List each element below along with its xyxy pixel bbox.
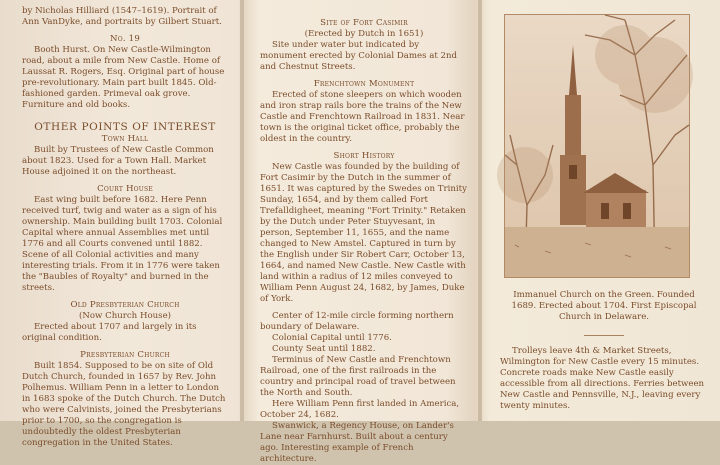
- item-number: No. 19: [109, 34, 141, 44]
- paragraph-frenchtown-monument: Erected of stone sleepers on which wooden and iron strap rails bore the trains of the New Castle and Frenchtown Railroad in 1831. Near town is the original ticket office, probably the oldest in the country.: [260, 90, 465, 144]
- heading-court-house: Court House: [97, 184, 153, 194]
- heading-town-hall: Town Hall: [101, 134, 149, 144]
- heading-frenchtown-monument: Frenchtown Monument: [313, 79, 415, 89]
- divider-rule: [584, 335, 624, 336]
- fact-swanwick: Swanwick, a Regency House, on Lander's Lane near Farnhurst. Built about a century ago. Interesting example of French architecture.: [260, 421, 454, 464]
- immanuel-church-illustration: [505, 15, 689, 277]
- paragraph-portraits: by Nicholas Hilliard (1547–1619). Portrait of Ann VanDyke, and portraits by Gilbert Stuart.: [22, 6, 222, 27]
- paragraph-trolleys: Trolleys leave 4th & Market Streets, Wilmington for New Castle every 15 minutes. Concrete roads make New Castle easily accessible from all directions. Ferries between New Castle and Pennsville, N.J., leaving every twenty minutes.: [500, 346, 705, 411]
- photo-caption: Immanuel Church on the Green. Founded 1689. Erected about 1704. First Episcopal Church in Delaware.: [511, 290, 697, 322]
- subheading-fort-casimir: (Erected by Dutch in 1651): [304, 29, 424, 39]
- panel-right: [482, 0, 720, 421]
- paragraph-old-presbyterian-church: Erected about 1707 and largely in its original condition.: [22, 322, 197, 343]
- fact-railroad-terminus: Terminus of New Castle and Frenchtown Railroad, one of the first railroads in the country and principal road of travel between the North and South.: [260, 355, 456, 398]
- panel-left: [0, 0, 240, 448]
- fact-center-circle: Center of 12-mile circle forming northern boundary of Delaware.: [260, 311, 454, 332]
- paragraph-town-hall: Built by Trustees of New Castle Common about 1823. Used for a Town Hall. Market House adjoined it on the northeast.: [22, 145, 214, 177]
- paragraph-court-house: East wing built before 1682. Here Penn received turf, twig and water as a sign of his ownership. Main building built 1703. Colonial Capital where annual Assemblies met until 1776 and all Courts convened until 1882. Scene of all Colonial activities and many interesting trials. From it in 1776 were taken the "Baubles of Royalty" and burned in the streets.: [22, 195, 223, 293]
- heading-short-history: Short History: [333, 151, 395, 161]
- heading-fort-casimir: Site of Fort Casimir: [320, 18, 408, 28]
- paragraph-presbyterian-church: Built 1854. Supposed to be on site of Old Dutch Church, founded in 1657 by Rev. John Polhemus. William Penn in a letter to London in 1683 spoke of the Dutch Church. The Dutch who were Calvinists, joined the Presbyterians prior to 1700, so the congregation is undoubtedly the oldest Presbyterian congregation in the United States.: [22, 361, 226, 448]
- heading-presbyterian-church: Presbyterian Church: [80, 350, 170, 360]
- subheading-church-house: (Now Church House): [78, 311, 172, 321]
- section-heading: OTHER POINTS OF INTEREST: [34, 121, 216, 133]
- fact-penn-landing: Here William Penn first landed in America, October 24, 1682.: [260, 399, 460, 420]
- heading-old-presbyterian-church: Old Presbyterian Church: [70, 300, 180, 310]
- paragraph-booth-hurst: Booth Hurst. On New Castle-Wilmington road, about a mile from New Castle. Home of Laussat R. Rogers, Esq. Original part of house pre-revolutionary. Main part built 1845. Old-fashioned garden. Primeval oak grove. Furniture and old books.: [22, 45, 225, 110]
- paragraph-short-history: New Castle was founded by the building of Fort Casimir by the Dutch in the summer of 1651. It was captured by the Swedes on Trinity Sunday, 1654, and by them called Fort Trefalldigheet, meaning "Fort Trinity." Retaken by the Dutch under Peter Stuyvesant, in person, September 11, 1655, and the name changed to New Amstel. Captured in turn by the English under Sir Robert Carr, October 13, 1664, and named New Castle. New Castle with land within a radius of 12 miles conveyed to William Penn August 24, 1682, by James, Duke of York.: [260, 162, 467, 304]
- paragraph-fort-casimir: Site under water but indicated by monument erected by Colonial Dames at 2nd and Chestnut Streets.: [260, 40, 458, 72]
- fact-county-seat: County Seat until 1882.: [272, 344, 376, 354]
- fact-colonial-capital: Colonial Capital until 1776.: [272, 333, 392, 343]
- church-photo: [504, 14, 690, 278]
- panel-middle: [244, 0, 478, 464]
